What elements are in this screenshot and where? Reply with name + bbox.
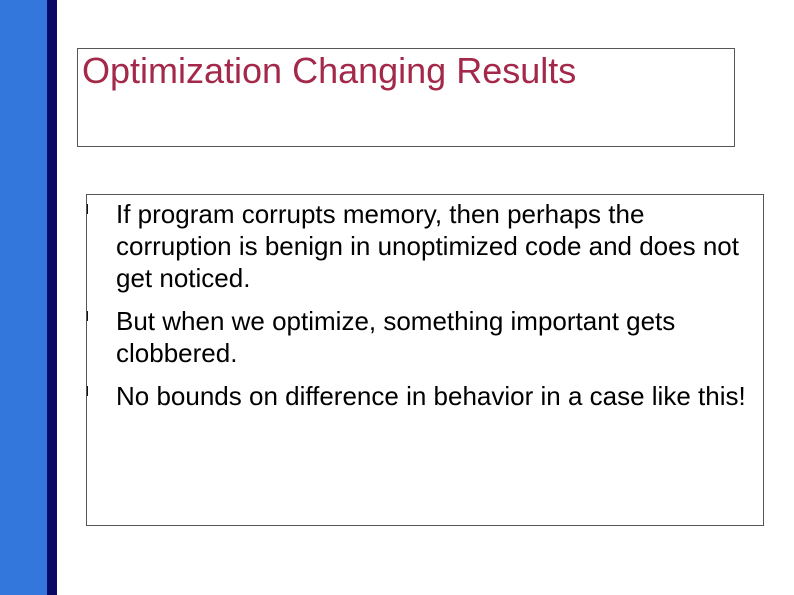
bullet-marker-icon xyxy=(87,204,88,214)
bullet-marker-icon xyxy=(87,386,88,396)
content-placeholder xyxy=(86,194,764,526)
bullet-marker-icon xyxy=(87,311,88,321)
title-placeholder xyxy=(77,48,735,147)
bullet-text: If program corrupts memory, then perhaps the corruption is benign in unoptimized code and does not get noticed. xyxy=(116,199,739,293)
slide-title: Optimization Changing Results xyxy=(82,50,577,91)
bullet-item xyxy=(87,305,763,369)
left-sidebar-edge xyxy=(47,0,57,595)
bullet-text: No bounds on difference in behavior in a case like this! xyxy=(116,381,746,411)
bullet-item xyxy=(87,198,763,294)
bullet-list xyxy=(87,198,763,423)
left-sidebar-band xyxy=(0,0,47,595)
bullet-text: But when we optimize, something important gets clobbered. xyxy=(116,306,676,368)
bullet-item xyxy=(87,380,763,412)
